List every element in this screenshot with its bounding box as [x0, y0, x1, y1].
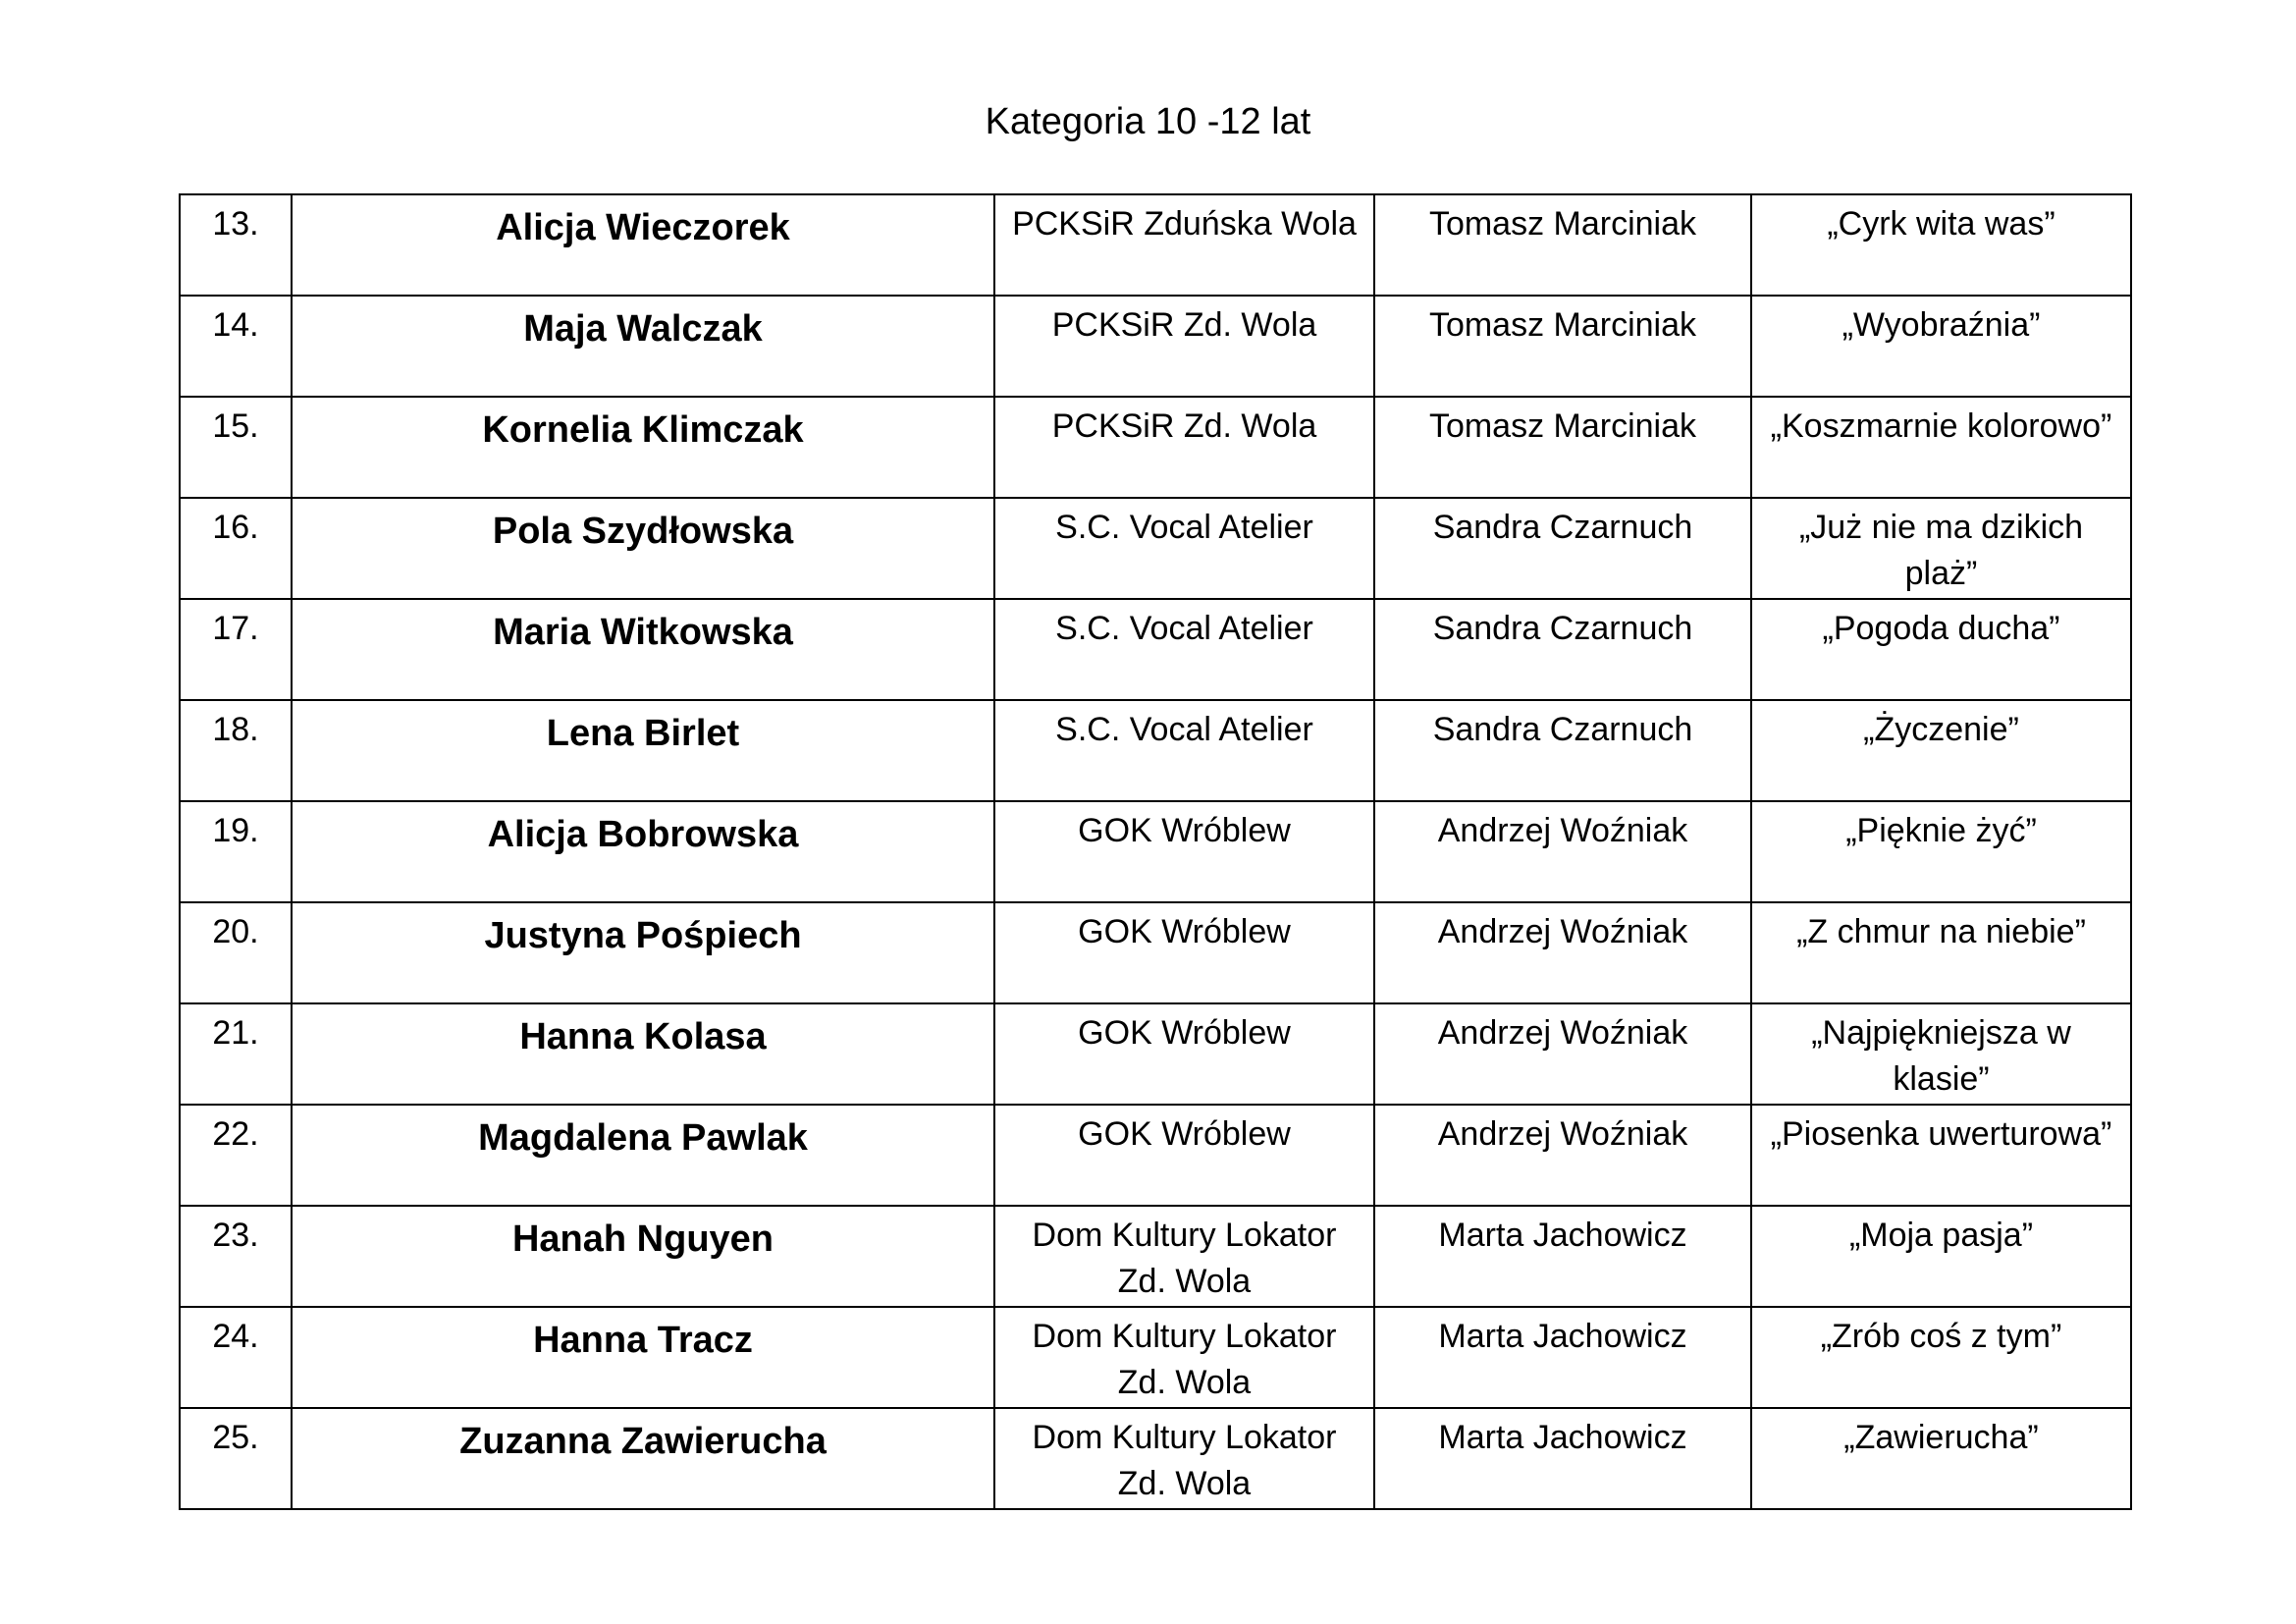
- table-row: [180, 498, 2131, 599]
- institution: GOK Wróblew: [994, 1105, 1374, 1206]
- song-title: „Najpiękniejsza w klasie”: [1751, 1003, 2131, 1105]
- song-title: „Wyobraźnia”: [1751, 296, 2131, 397]
- institution: S.C. Vocal Atelier: [994, 498, 1374, 599]
- participant-name: Zuzanna Zawierucha: [292, 1408, 994, 1509]
- teacher: Andrzej Woźniak: [1374, 801, 1751, 902]
- row-number: 15.: [180, 397, 292, 498]
- song-title: „Pogoda ducha”: [1751, 599, 2131, 700]
- table-row: [180, 1105, 2131, 1206]
- song-title: „Zawierucha”: [1751, 1408, 2131, 1509]
- institution: Dom Kultury Lokator Zd. Wola: [994, 1206, 1374, 1307]
- song-title: „Cyrk wita was”: [1751, 194, 2131, 296]
- song-title: „Zrób coś z tym”: [1751, 1307, 2131, 1408]
- page-title: Kategoria 10 -12 lat: [985, 101, 1311, 142]
- teacher: Andrzej Woźniak: [1374, 1105, 1751, 1206]
- teacher: Tomasz Marciniak: [1374, 194, 1751, 296]
- participant-name: Justyna Pośpiech: [292, 902, 994, 1003]
- participant-name: Magdalena Pawlak: [292, 1105, 994, 1206]
- row-number: 25.: [180, 1408, 292, 1509]
- teacher: Sandra Czarnuch: [1374, 498, 1751, 599]
- table-row: [180, 296, 2131, 397]
- song-title: „Koszmarnie kolorowo”: [1751, 397, 2131, 498]
- teacher: Marta Jachowicz: [1374, 1408, 1751, 1509]
- table-row: [180, 1003, 2131, 1105]
- participants-table-body: [180, 194, 2131, 1509]
- song-title: „Pięknie żyć”: [1751, 801, 2131, 902]
- row-number: 16.: [180, 498, 292, 599]
- participants-table: [179, 193, 2132, 1510]
- participant-name: Maria Witkowska: [292, 599, 994, 700]
- row-number: 22.: [180, 1105, 292, 1206]
- teacher: Sandra Czarnuch: [1374, 700, 1751, 801]
- teacher: Tomasz Marciniak: [1374, 397, 1751, 498]
- song-title: „Piosenka uwerturowa”: [1751, 1105, 2131, 1206]
- teacher: Marta Jachowicz: [1374, 1307, 1751, 1408]
- teacher: Andrzej Woźniak: [1374, 1003, 1751, 1105]
- institution: PCKSiR Zd. Wola: [994, 397, 1374, 498]
- table-row: [180, 599, 2131, 700]
- participant-name: Lena Birlet: [292, 700, 994, 801]
- row-number: 17.: [180, 599, 292, 700]
- song-title: „Z chmur na niebie”: [1751, 902, 2131, 1003]
- institution: GOK Wróblew: [994, 1003, 1374, 1105]
- row-number: 13.: [180, 194, 292, 296]
- institution: GOK Wróblew: [994, 902, 1374, 1003]
- participant-name: Pola Szydłowska: [292, 498, 994, 599]
- row-number: 18.: [180, 700, 292, 801]
- teacher: Andrzej Woźniak: [1374, 902, 1751, 1003]
- row-number: 21.: [180, 1003, 292, 1105]
- song-title: „Moja pasja”: [1751, 1206, 2131, 1307]
- table-row: [180, 902, 2131, 1003]
- table-row: [180, 397, 2131, 498]
- table-row: [180, 1206, 2131, 1307]
- table-row: [180, 1307, 2131, 1408]
- song-title: „Życzenie”: [1751, 700, 2131, 801]
- row-number: 20.: [180, 902, 292, 1003]
- institution: GOK Wróblew: [994, 801, 1374, 902]
- participant-name: Alicja Bobrowska: [292, 801, 994, 902]
- participant-name: Kornelia Klimczak: [292, 397, 994, 498]
- participant-name: Hanna Tracz: [292, 1307, 994, 1408]
- participant-name: Maja Walczak: [292, 296, 994, 397]
- teacher: Marta Jachowicz: [1374, 1206, 1751, 1307]
- institution: Dom Kultury Lokator Zd. Wola: [994, 1408, 1374, 1509]
- row-number: 14.: [180, 296, 292, 397]
- row-number: 24.: [180, 1307, 292, 1408]
- row-number: 23.: [180, 1206, 292, 1307]
- institution: S.C. Vocal Atelier: [994, 700, 1374, 801]
- institution: Dom Kultury Lokator Zd. Wola: [994, 1307, 1374, 1408]
- participant-name: Hanna Kolasa: [292, 1003, 994, 1105]
- table-row: [180, 700, 2131, 801]
- participant-name: Hanah Nguyen: [292, 1206, 994, 1307]
- teacher: Sandra Czarnuch: [1374, 599, 1751, 700]
- participant-name: Alicja Wieczorek: [292, 194, 994, 296]
- song-title: „Już nie ma dzikich plaż”: [1751, 498, 2131, 599]
- institution: S.C. Vocal Atelier: [994, 599, 1374, 700]
- institution: PCKSiR Zd. Wola: [994, 296, 1374, 397]
- table-row: [180, 194, 2131, 296]
- teacher: Tomasz Marciniak: [1374, 296, 1751, 397]
- row-number: 19.: [180, 801, 292, 902]
- table-row: [180, 1408, 2131, 1509]
- institution: PCKSiR Zduńska Wola: [994, 194, 1374, 296]
- table-row: [180, 801, 2131, 902]
